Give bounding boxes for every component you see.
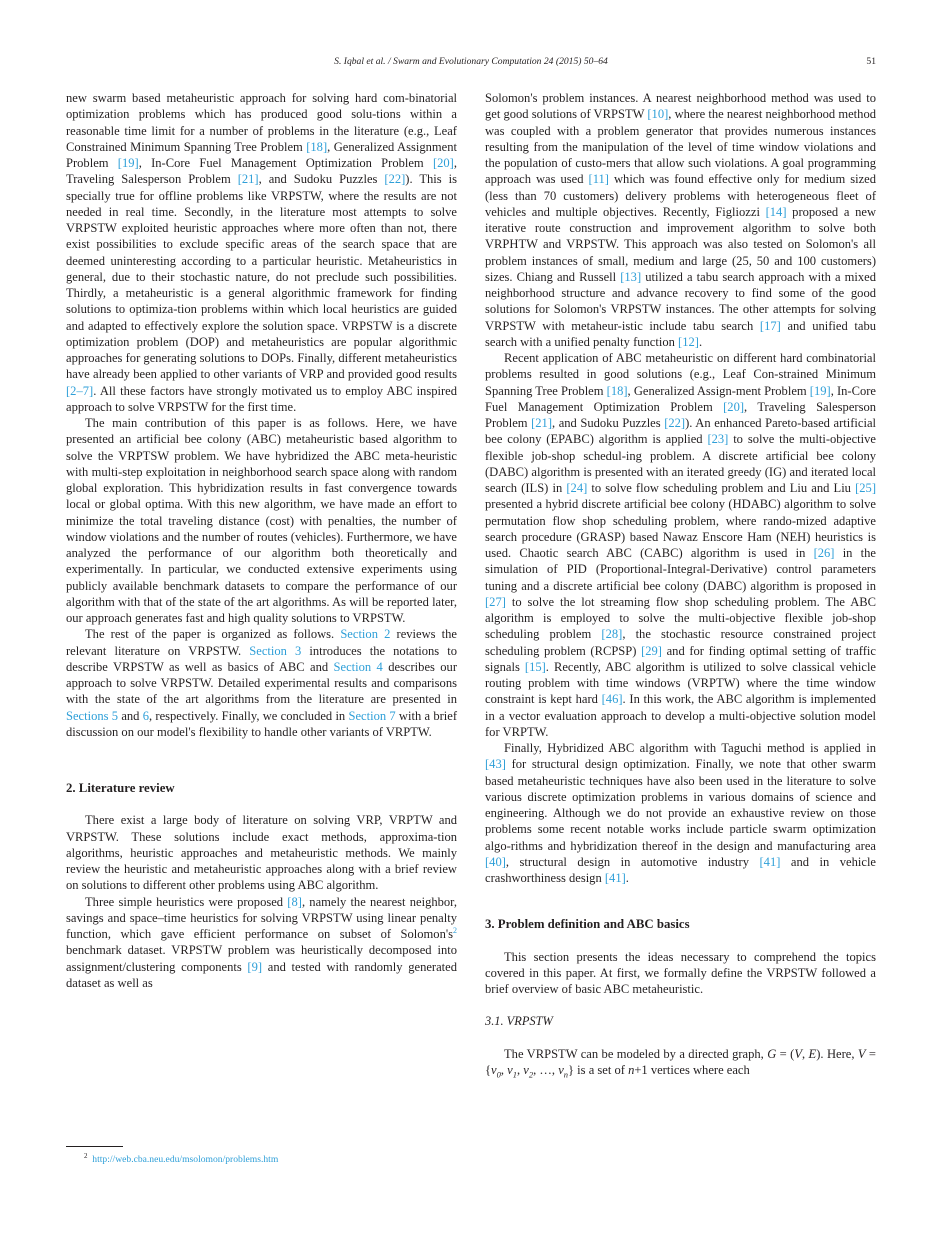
section-link[interactable]: Section 4 (333, 659, 383, 674)
section-link[interactable]: Sections 5 (66, 708, 119, 723)
footnote (84, 1150, 278, 1166)
citation-link[interactable]: [41] (604, 871, 626, 885)
citation-link[interactable]: [13] (620, 269, 642, 284)
paragraph-literature-overview: There exist a large body of literature on solving VRP, VRPTW and VRPSTW. These solutions include exact methods, approxima-tion algorithms, heuristic approaches and metaheuristic methods. We mainly review the heuristic and metaheuristic approaches along with a brief review on solutions to different other problems using ABC algorithm. (66, 813, 457, 893)
citation-link[interactable]: [18] (606, 383, 628, 398)
citation-link[interactable]: [24] (566, 481, 588, 495)
subsection-heading-vrpstw: 3.1. VRPSTW (485, 1014, 553, 1029)
citation-link[interactable]: [20] (432, 156, 454, 170)
footnote-url-link[interactable]: http://web.cba.neu.edu/msolomon/problems.htm (92, 1154, 279, 1166)
running-title: S. Iqbal et al. / Swarm and Evolutionary Computation 24 (2015) 50–64 (334, 56, 608, 67)
citation-link[interactable]: [14] (765, 204, 787, 219)
citation-link[interactable]: [22] (384, 172, 406, 187)
citation-link[interactable]: [8] (287, 894, 302, 909)
section-heading-literature-review: 2. Literature review (66, 781, 175, 795)
citation-link[interactable]: [9] (247, 959, 263, 974)
citation-link[interactable]: [28] (601, 627, 623, 642)
citation-link[interactable]: [22] (664, 416, 686, 430)
section-heading-problem-definition: 3. Problem definition and ABC basics (485, 917, 690, 932)
section-link[interactable]: 6 (142, 708, 149, 723)
citation-link[interactable]: [20] (723, 399, 745, 414)
section-link[interactable]: Section 7 (348, 708, 396, 723)
citation-link[interactable]: [40] (485, 854, 506, 869)
citation-link[interactable]: [26] (813, 546, 835, 560)
citation-link[interactable]: [12] (678, 334, 699, 349)
citation-link[interactable]: [25] (855, 481, 876, 495)
citation-link[interactable]: [18] (306, 139, 328, 154)
citation-link[interactable]: [27] (485, 594, 506, 609)
paragraph-vrpstw-methods: Solomon's problem instances. A nearest neighborhood method was used to get good solutions of VRPSTW [10], where the nearest neighborhood method was coupled with a problem generator that provides numerous instances resulting from the manipulation of the level of time window violations and the population of custo-mers that allow such violations. A goal programming approach was used [11] which was found effective only for medium sized (less than 70 customers) delivery problems with heterogeneous fleet of vehicles and multiple objectives. Recently, Figliozzi [14] proposed a new iterative route construction and improvement algorithm to solve both VRPHTW and VRPSTW. This approach was also tested on Solomon's all problem instances of small, medium and large (25, 50 and 100 customers) sizes. Chiang and Russell [13] utilized a tabu search approach with a mixed neighborhood structure and advance recovery to find some of the good solutions for Solomon's VRPSTW instances. The other attempts for solving VRPSTW with metaheur-istic include tabu search [17] and unified tabu search with a unified penalty function [12]. (485, 91, 877, 349)
citation-link[interactable]: [10] (647, 107, 669, 122)
paragraph-hybrid-abc: Finally, Hybridized ABC algorithm with Taguchi method is applied in [43] for structural design optimization. Finally, we note that other swarm based metaheuristic techniques have also been used in the literature to solve various discrete optimization problems in various domains of science and engineering. Although we do not provide an exhaustive review on those problems some recent notable works include particle swarm optimization algo-rithms and hybridization thereof in the design and manufacturing area [40], structural design in automotive industry [41] and in vehicle crashworthiness design [41]. (485, 741, 876, 885)
citation-link[interactable]: [43] (485, 757, 506, 772)
paragraph-organization: The rest of the paper is organized as follows. Section 2 reviews the relevant literature on VRPSTW. Section 3 introduces the notations to describe VRPSTW as well as basics of ABC and Section 4 describes our approach to solve VRPSTW. Detailed experimental results and comparisons with the state of the art algorithms from the literature are presented in Sections 5 and 6, respectively. Finally, we concluded in Section 7 with a brief discussion on our model's flexibility to handle other variants of VRPTW. (66, 627, 458, 739)
citation-link[interactable]: [11] (588, 172, 609, 187)
left-column (66, 90, 457, 991)
footnote-marker[interactable]: 2 (453, 925, 457, 935)
footnote-divider (66, 1146, 123, 1147)
citation-link[interactable]: [41] (759, 854, 781, 869)
citation-link[interactable]: [29] (641, 643, 662, 658)
paragraph-abc-applications: Recent application of ABC metaheuristic on different hard combinatorial problems resulted in good solutions (e.g., Leaf Con-strained Minimum Spanning Tree Problem [18], Generalized Assign-ment Problem [19], In-Core Fuel Management Optimization Problem [20], Traveling Salesperson Problem [21], and Sudoku Puzzles [22]). An enhanced Pareto-based artificial bee colony (EPABC) algorithm is applied [23] to solve the multi-objective flexible job-shop schedul-ing problem. A discrete artificial bee colony (DABC) algorithm is presented with an iterated greedy (IG) and iterated local search (ILS) in [24] to solve flow scheduling problem and Liu and Liu [25] presented a hybrid discrete artificial bee colony (HDABC) algorithm to solve permutation flow shop scheduling problem, where rando-mized adaptive search procedure (GRASP) based Nawaz Enscore Ham (NEH) heuristics is used. Chaotic search ABC (CABC) algorithm is used in [26] in the simulation of PID (Proportional-Integral-Derivative) control parameters tuning and a discrete artificial bee colony (DABC) algorithm is proposed in [27] to solve the lot streaming flow shop scheduling problem. The ABC algorithm is employed to solve the multi-objective flexible job-shop scheduling problem [28], the stochastic resource constrained project scheduling problem (RCPSP) [29] and for finding optimal setting of traffic signals [15]. Recently, ABC algorithm is utilized to solve classical vehicle routing problem with time windows (VRPTW) where the time window constraint is kept hard [46]. In this work, the ABC algorithm is implemented in a vector evaluation approach to develop a multi-objective solution model for VRPTW. (485, 351, 877, 739)
paragraph-intro-continued: new swarm based metaheuristic approach for solving hard com-binatorial optimization problems which has produced good solu-tions within a reasonable time limit for a number of problems in the literature (e.g., Leaf Constrained Minimum Spanning Tree Problem [18], Generalized Assignment Problem [19], In-Core Fuel Management Optimization Problem [20], Traveling Salesperson Problem [21], and Sudoku Puzzles [22]). This is specially true for offline problems like VRPSTW, where the results are not needed in real time. Secondly, in the literature most attempts to solve VRPSTW exploited heuristic approaches where more often than not, there exist possibilities to exclude specific areas of the search space that are deemed uninteresting according to a particular heuristic. Metaheuristics in general, due to their stochastic nature, do not preclude such possibilities. Thirdly, a metaheuristic is a general algorithmic framework for finding solutions to optimiza-tion problems within which local heuristics are guided and adapted to effectively explore the solution space. VRPSTW is a discrete optimization problem (DOP) and metaheuristics are popular algorithmic approaches for generating solutions to DOPs. Finally, different metaheuristics have already been applied to other variants of VRP and provided good results [2–7]. All these factors have strongly motivated us to employ ABC inspired approach to solve VRPSTW for the first time. (66, 91, 457, 414)
section-link[interactable]: Section 2 (340, 627, 391, 642)
citation-link[interactable]: [21] (531, 416, 552, 430)
citation-link[interactable]: [21] (237, 172, 259, 187)
page-number: 51 (866, 56, 876, 67)
footnote-number: 2 (84, 1152, 88, 1160)
paragraph-section3-intro: This section presents the ideas necessary to comprehend the topics covered in this paper. At first, we formally define the VRPSTW followed a brief overview of basic ABC metaheuristic. (485, 949, 876, 996)
citation-link[interactable]: [15] (524, 659, 546, 674)
section-link[interactable]: Section 3 (249, 643, 302, 658)
citation-link[interactable]: [17] (759, 318, 781, 333)
right-column (485, 90, 876, 1078)
citation-link[interactable]: [19] (117, 156, 139, 170)
citation-link[interactable]: [46] (601, 692, 623, 707)
paragraph-vrpstw-model: The VRPSTW can be modeled by a directed graph, G = (V, E). Here, $V = \{v_0$, $v_1$, $v_2$, …, $v_n$} is a set of n+1 vertices where each (485, 1046, 877, 1080)
citation-link[interactable]: [19] (809, 383, 831, 398)
paragraph-contribution: The main contribution of this paper is as follows. Here, we have presented an artificial bee colony (ABC) metaheuristic based algorithm to solve the VRPTSW problem. We have hybridized the ABC meta-heuristic with multi-step exploitation in neighborhood search space along with random global exploration. This hybridization results in fast convergence towards local or global optima. With this new algorithm, we have made an effort to minimize the total traveling distance (cost) with penalties, the number of window violations and the number of routes (vehicles). Furthermore, we have analyzed the performance of our algorithm both theoretically and experimentally. In particular, we conducted extensive experiments using publicly available benchmark datasets to compare the performance of our algorithm with that of the state of the art algorithms. As will be reported later, our approach generates fast and high quality solutions to VRPSTW. (66, 416, 457, 625)
citation-link[interactable]: [23] (707, 432, 729, 447)
paragraph-heuristics: Three simple heuristics were proposed [8], namely the nearest neighbor, savings and space–time heuristics for solving VRPSTW using linear penalty function, which gave efficient performance on subset of Solomon's$^2$ benchmark dataset. VRPSTW problem was heuristically decomposed into assignment/clustering components [9] and tested with randomly generated dataset as well as (66, 894, 458, 990)
citation-link[interactable]: [2–7] (66, 383, 94, 398)
page-header (66, 56, 876, 70)
